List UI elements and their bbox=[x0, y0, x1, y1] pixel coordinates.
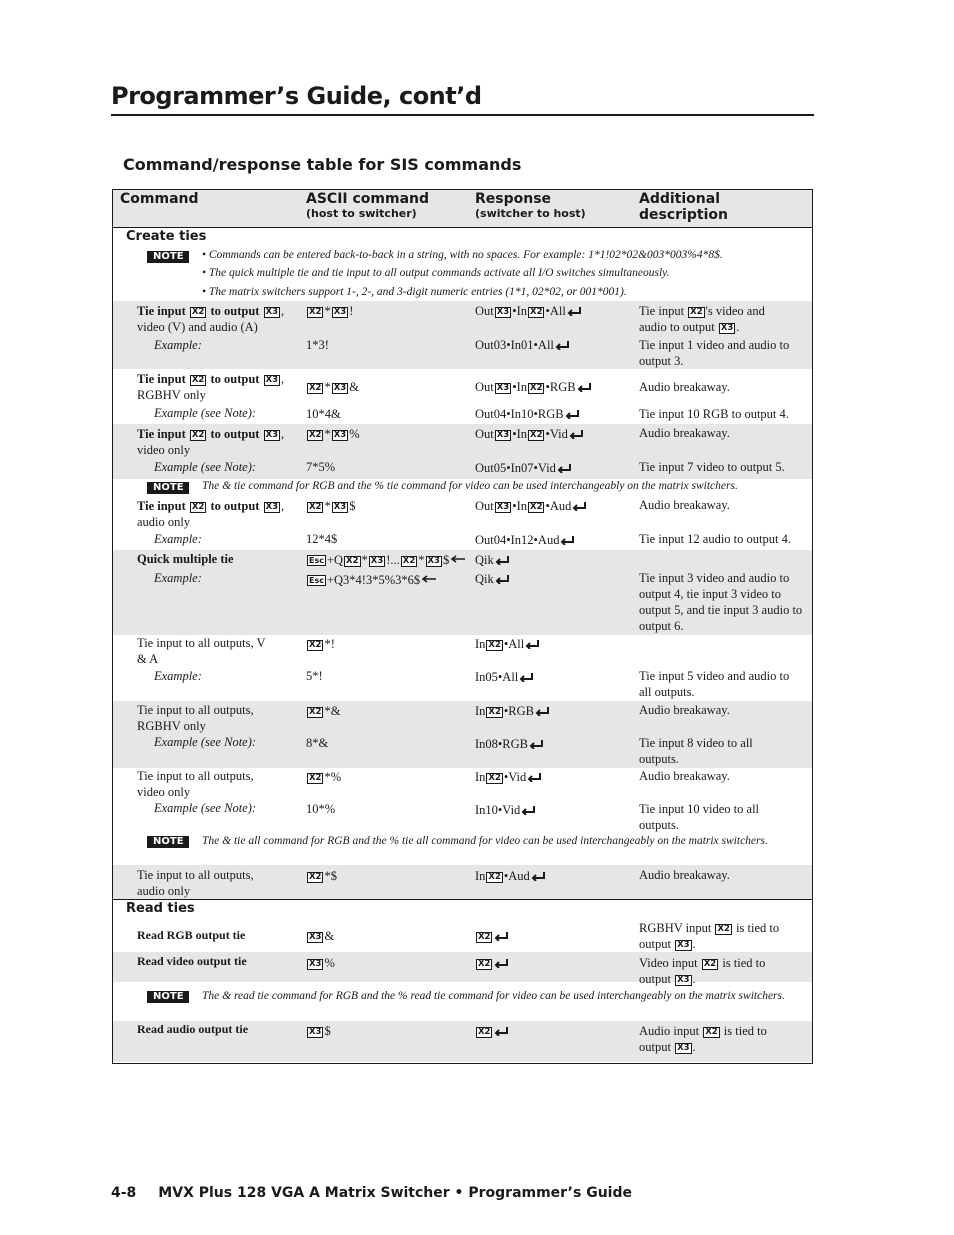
text-fragment: to output bbox=[210, 499, 260, 513]
text-fragment: video only bbox=[137, 443, 191, 457]
resp-read-vid bbox=[475, 955, 509, 971]
variable-box: X2 bbox=[717, 924, 730, 934]
variable-box: X3 bbox=[496, 502, 510, 512]
carriage-return-icon bbox=[560, 535, 575, 545]
ascii-tie-va: X2 * X3 ! bbox=[309, 304, 354, 318]
text-fragment: output bbox=[639, 1040, 671, 1054]
note-tie-all: The & tie all command for RGB and the % tie all command for video can be used interchangeably on the matrix switchers. bbox=[202, 835, 768, 847]
variable-box: X2 bbox=[478, 1027, 491, 1037]
variable-box: X2 bbox=[530, 307, 543, 317]
desc-all-vid: Audio breakaway. bbox=[639, 769, 730, 783]
left-arrow-icon bbox=[421, 575, 437, 583]
ex-cmd-tie-vid: 7*5% bbox=[306, 460, 336, 474]
text-fragment: to output bbox=[210, 427, 260, 441]
desc-read-vid: Video input X2 is tied to output X3 . bbox=[639, 956, 766, 986]
resp-tie-rgb: Out X3 •In X2 •RGB bbox=[475, 379, 592, 395]
carriage-return-icon bbox=[494, 931, 509, 941]
variable-box: X2 bbox=[346, 556, 359, 566]
desc-read-aud: Audio input X2 is tied to output X3 . bbox=[639, 1024, 767, 1054]
resp-tie-aud: Out X3 •In X2 •Aud bbox=[475, 498, 587, 514]
ex-cmd-all-vid: 10*% bbox=[306, 802, 336, 816]
variable-box: X3 bbox=[265, 307, 279, 317]
text-fragment: Tie input bbox=[137, 304, 186, 318]
carriage-return-icon bbox=[565, 409, 580, 419]
page-title: Programmer’s Guide, cont’d bbox=[111, 82, 482, 110]
ex-resp-all-vid bbox=[475, 802, 536, 818]
cmd-all-vid: Tie input to all outputs, video only bbox=[137, 769, 254, 799]
variable-box: X2 bbox=[530, 430, 543, 440]
cmd-tie-vid: Tie input X2 to output X3 , video only bbox=[137, 427, 285, 457]
cmd-all-va: Tie input to all outputs, V & A bbox=[137, 636, 266, 666]
variable-box: X3 bbox=[309, 932, 322, 942]
ex-resp-qmt bbox=[475, 571, 510, 587]
table-header bbox=[113, 190, 812, 228]
header-response-sub: (switcher to host) bbox=[475, 207, 586, 220]
ex-desc-all-rgb: Tie input 8 video to all outputs. bbox=[639, 736, 753, 766]
variable-box: X3 bbox=[677, 1043, 690, 1053]
text-fragment: Tie input bbox=[137, 372, 186, 386]
variable-box: X3 bbox=[370, 556, 384, 566]
group-create-ties: Create ties bbox=[126, 229, 207, 244]
variable-box: X2 bbox=[309, 502, 322, 512]
desc-tie-va: Tie input X2 's video and audio to output X3 . bbox=[639, 304, 765, 334]
variable-box: X3 bbox=[309, 1027, 322, 1037]
carriage-return-icon bbox=[577, 382, 592, 392]
variable-box: X2 bbox=[309, 707, 322, 717]
example-note-label: Example (see Note): bbox=[154, 801, 257, 815]
cmd-read-vid: Read video output tie bbox=[137, 954, 247, 968]
ascii-all-vid: X2 *% bbox=[309, 770, 342, 784]
ex-resp-tie-aud bbox=[475, 532, 575, 548]
page-number: 4-8 bbox=[111, 1185, 137, 1201]
cmd-tie-va: Tie input X2 to output X3 , video (V) and audio (A) bbox=[137, 304, 285, 334]
variable-box: X2 bbox=[309, 872, 322, 882]
ex-resp-tie-va bbox=[475, 337, 570, 353]
carriage-return-icon bbox=[494, 958, 509, 968]
variable-box: X3 bbox=[677, 975, 690, 985]
footer-text: MVX Plus 128 VGA A Matrix Switcher • Programmer’s Guide bbox=[158, 1185, 632, 1201]
variable-box: X3 bbox=[496, 383, 510, 393]
text-fragment: is tied to bbox=[736, 921, 780, 935]
carriage-return-icon bbox=[572, 501, 587, 511]
carriage-return-icon bbox=[555, 340, 570, 350]
text-fragment: Video input bbox=[639, 956, 698, 970]
ex-desc-tie-va: Tie input 1 video and audio to output 3. bbox=[639, 338, 790, 368]
carriage-return-icon bbox=[525, 639, 540, 649]
cmd-all-aud: Tie input to all outputs, audio only bbox=[137, 868, 254, 898]
variable-box: X2 bbox=[488, 640, 501, 650]
text-fragment: RGBHV only bbox=[137, 388, 206, 402]
variable-box: X2 bbox=[703, 959, 717, 969]
header-ascii-sub: (host to switcher) bbox=[306, 207, 417, 220]
sis-command-table bbox=[112, 189, 813, 1064]
carriage-return-icon bbox=[527, 772, 542, 782]
resp-tie-va: Out X3 •In X2 •All bbox=[475, 303, 582, 319]
text-fragment: is tied to bbox=[722, 956, 766, 970]
text-fragment: output bbox=[639, 972, 671, 986]
note-tie: The & tie command for RGB and the % tie command for video can be used interchangeably on the matrix switchers. bbox=[202, 480, 738, 492]
text-fragment: Audio input bbox=[639, 1024, 700, 1038]
create-note-3: • The matrix switchers support 1-, 2-, and 3-digit numeric entries (1*1, 02*02, or 001*001). bbox=[202, 286, 627, 298]
variable-box: X3 bbox=[427, 556, 440, 566]
text-fragment: Qik bbox=[475, 572, 494, 586]
carriage-return-icon bbox=[535, 706, 550, 716]
resp-qmt bbox=[475, 552, 510, 568]
ex-desc-all-vid: Tie input 10 video to all outputs. bbox=[639, 802, 760, 832]
variable-box: Esc bbox=[309, 556, 324, 565]
variable-box: X3 bbox=[496, 307, 510, 317]
resp-read-aud bbox=[475, 1023, 509, 1039]
header-ascii-label: ASCII command bbox=[306, 191, 430, 207]
carriage-return-icon bbox=[529, 739, 544, 749]
variable-box: X2 bbox=[705, 1027, 718, 1037]
title-rule bbox=[111, 114, 814, 116]
example-note-label: Example (see Note): bbox=[154, 460, 257, 474]
ex-desc-all-va: Tie input 5 video and audio to all outputs. bbox=[639, 669, 790, 699]
desc-all-rgb: Audio breakaway. bbox=[639, 703, 730, 717]
ex-cmd-tie-va: 1*3! bbox=[306, 338, 329, 352]
resp-all-aud: In X2 •Aud bbox=[475, 868, 546, 884]
ascii-qmt: Esc +Q X2 * X3 !... X2 * X3 $ bbox=[306, 552, 466, 568]
text-fragment: to output bbox=[210, 304, 260, 318]
variable-box: X2 bbox=[309, 307, 322, 317]
group-separator bbox=[113, 899, 812, 900]
header-additional bbox=[639, 191, 728, 223]
text-fragment: audio to output bbox=[639, 320, 715, 334]
ascii-tie-vid: X2 * X3 % bbox=[309, 427, 360, 441]
variable-box: X2 bbox=[690, 307, 703, 317]
resp-all-va: In X2 •All bbox=[475, 636, 540, 652]
cmd-read-aud: Read audio output tie bbox=[137, 1022, 249, 1036]
variable-box: X3 bbox=[333, 502, 347, 512]
example-label: Example: bbox=[154, 532, 202, 546]
variable-box: X3 bbox=[265, 375, 279, 385]
example-note-label: Example (see Note): bbox=[154, 735, 257, 749]
desc-tie-aud: Audio breakaway. bbox=[639, 498, 730, 512]
text-fragment: In05•All bbox=[475, 670, 519, 684]
ascii-read-rgb: X3 & bbox=[309, 929, 335, 943]
text-fragment: Tie input bbox=[137, 499, 186, 513]
ex-desc-qmt: Tie input 3 video and audio to output 4, tie input 3 video to output 5, and tie input 3 audio to output 6. bbox=[639, 571, 803, 633]
text-fragment: 's video and bbox=[705, 304, 765, 318]
variable-box: X2 bbox=[309, 383, 322, 393]
resp-all-rgb: In X2 •RGB bbox=[475, 703, 550, 719]
ex-desc-tie-vid: Tie input 7 video to output 5. bbox=[639, 460, 785, 474]
variable-box: X3 bbox=[309, 959, 322, 969]
ex-desc-tie-rgb: Tie input 10 RGB to output 4. bbox=[639, 407, 789, 421]
variable-box: X2 bbox=[478, 932, 491, 942]
carriage-return-icon bbox=[569, 429, 584, 439]
variable-box: X3 bbox=[333, 307, 347, 317]
text-fragment: is tied to bbox=[723, 1024, 767, 1038]
ex-cmd-qmt bbox=[306, 572, 437, 588]
carriage-return-icon bbox=[531, 871, 546, 881]
text-fragment: RGBHV input bbox=[639, 921, 712, 935]
variable-box: X2 bbox=[191, 502, 205, 512]
header-command: Command bbox=[120, 191, 199, 207]
variable-box: X2 bbox=[191, 307, 205, 317]
variable-box: X3 bbox=[265, 430, 279, 440]
text-fragment: Tie input bbox=[137, 427, 186, 441]
cmd-tie-rgb: Tie input X2 to output X3 , RGBHV only bbox=[137, 372, 285, 402]
variable-box: X3 bbox=[496, 430, 510, 440]
text-fragment: Out04•In12•Aud bbox=[475, 533, 560, 547]
variable-box: X2 bbox=[309, 430, 322, 440]
text-fragment: In08•RGB bbox=[475, 737, 528, 751]
header-response-label: Response bbox=[475, 191, 552, 207]
text-fragment: Qik bbox=[475, 553, 494, 567]
note-badge: NOTE bbox=[147, 836, 189, 848]
text-fragment: Out03•In01•All bbox=[475, 338, 554, 352]
ascii-tie-aud: X2 * X3 $ bbox=[309, 499, 356, 513]
example-note-label: Example (see Note): bbox=[154, 406, 257, 420]
example-label: Example: bbox=[154, 669, 202, 683]
variable-box: X3 bbox=[333, 383, 347, 393]
variable-box: X2 bbox=[309, 773, 322, 783]
desc-all-aud: Audio breakaway. bbox=[639, 868, 730, 882]
variable-box: X2 bbox=[191, 430, 205, 440]
ascii-all-aud: X2 *$ bbox=[309, 869, 337, 883]
desc-read-rgb: RGBHV input X2 is tied to output X3 . bbox=[639, 921, 780, 951]
header-ascii bbox=[306, 191, 429, 220]
ex-cmd-all-rgb: 8*& bbox=[306, 736, 329, 750]
desc-tie-rgb: Audio breakaway. bbox=[639, 380, 730, 394]
variable-box: X2 bbox=[488, 707, 501, 717]
group-read-ties: Read ties bbox=[126, 901, 195, 916]
ex-cmd-tie-aud: 12*4$ bbox=[306, 532, 338, 546]
ex-resp-tie-rgb bbox=[475, 406, 580, 422]
text-fragment: Out05•In07•Vid bbox=[475, 461, 556, 475]
cmd-read-rgb: Read RGB output tie bbox=[137, 928, 246, 942]
ascii-all-rgb: X2 *& bbox=[309, 704, 341, 718]
text-fragment: audio only bbox=[137, 515, 191, 529]
variable-box: X2 bbox=[530, 383, 543, 393]
text-fragment: In10•Vid bbox=[475, 803, 521, 817]
note-read-tie: The & read tie command for RGB and the % read tie command for video can be used interchangeably on the matrix switchers. bbox=[202, 990, 785, 1002]
carriage-return-icon bbox=[495, 574, 510, 584]
ex-resp-all-va bbox=[475, 669, 534, 685]
variable-box: X2 bbox=[309, 640, 322, 650]
header-additional-2: description bbox=[639, 207, 728, 223]
example-label: Example: bbox=[154, 338, 202, 352]
variable-box: X3 bbox=[265, 502, 279, 512]
cmd-qmt: Quick multiple tie bbox=[137, 552, 234, 566]
create-note-1: • Commands can be entered back-to-back in a string, with no spaces. For example: 1*1!02*02&003*003%4*8$. bbox=[202, 249, 723, 261]
ex-cmd-all-va: 5*! bbox=[306, 669, 323, 683]
example-label: Example: bbox=[154, 571, 202, 585]
variable-box: X2 bbox=[530, 502, 543, 512]
variable-box: X3 bbox=[333, 430, 347, 440]
ascii-tie-rgb: X2 * X3 & bbox=[309, 380, 359, 394]
carriage-return-icon bbox=[495, 555, 510, 565]
ascii-all-va: X2 *! bbox=[309, 637, 335, 651]
text-fragment: video (V) and audio (A) bbox=[137, 320, 258, 334]
ex-cmd-tie-rgb: 10*4& bbox=[306, 407, 341, 421]
text-fragment: Tie input bbox=[639, 304, 685, 318]
cmd-tie-aud: Tie input X2 to output X3 , audio only bbox=[137, 499, 285, 529]
variable-box: Esc bbox=[309, 576, 324, 585]
carriage-return-icon bbox=[494, 1026, 509, 1036]
variable-box: X2 bbox=[488, 872, 501, 882]
text-fragment: Out04•In10•RGB bbox=[475, 407, 564, 421]
create-note-2: • The quick multiple tie and tie input to all output commands activate all I/O switches simultaneously. bbox=[202, 267, 670, 279]
note-badge: NOTE bbox=[147, 991, 189, 1003]
carriage-return-icon bbox=[521, 805, 536, 815]
ascii-read-vid: X3 % bbox=[309, 956, 335, 970]
ascii-read-aud: X3 $ bbox=[309, 1024, 331, 1038]
resp-read-rgb bbox=[475, 928, 509, 944]
note-badge: NOTE bbox=[147, 482, 189, 494]
left-arrow-icon bbox=[450, 555, 466, 563]
resp-tie-vid: Out X3 •In X2 •Vid bbox=[475, 426, 584, 442]
header-response bbox=[475, 191, 586, 220]
text-fragment: to output bbox=[210, 372, 260, 386]
variable-box: X2 bbox=[488, 773, 501, 783]
desc-tie-vid: Audio breakaway. bbox=[639, 426, 730, 440]
ex-resp-all-rgb bbox=[475, 736, 544, 752]
ex-desc-tie-aud: Tie input 12 audio to output 4. bbox=[639, 532, 791, 546]
section-heading: Command/response table for SIS commands bbox=[123, 155, 522, 174]
page-footer bbox=[111, 1185, 632, 1201]
variable-box: X2 bbox=[191, 375, 205, 385]
header-additional-1: Additional bbox=[639, 191, 720, 207]
variable-box: X3 bbox=[720, 323, 734, 333]
variable-box: X2 bbox=[478, 959, 491, 969]
cmd-all-rgb: Tie input to all outputs, RGBHV only bbox=[137, 703, 254, 733]
resp-all-vid: In X2 •Vid bbox=[475, 769, 542, 785]
ex-resp-tie-vid bbox=[475, 460, 572, 476]
text-fragment: +Q3*4!3*5%3*6$ bbox=[326, 573, 421, 587]
carriage-return-icon bbox=[567, 306, 582, 316]
note-badge: NOTE bbox=[147, 251, 189, 263]
carriage-return-icon bbox=[557, 463, 572, 473]
text-fragment: output bbox=[639, 937, 671, 951]
variable-box: X3 bbox=[677, 940, 690, 950]
variable-box: X2 bbox=[402, 556, 416, 566]
carriage-return-icon bbox=[519, 672, 534, 682]
